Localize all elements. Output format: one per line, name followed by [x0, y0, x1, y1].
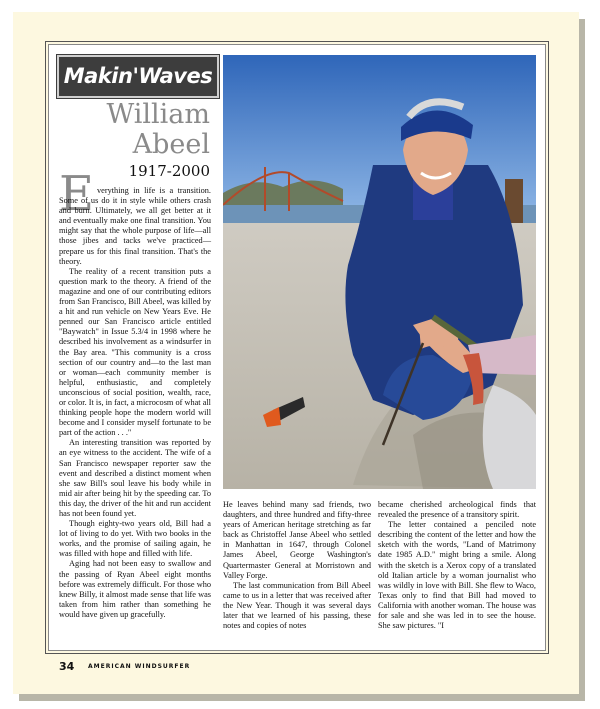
photo-illustration — [223, 55, 536, 489]
paragraph: The letter contained a penciled note describing the content of the letter and how the sketch with the words, "Land of Matrimony date 1985 A.D." might bring a smile. Along with the sketch is a Xerox copy of a translated old Italian article by a woman journalist who was wildly in love with Bill. She flew to Waco, Texas only to find that Bill had moved to California with another woman. The house was for sale and she was led in to see the house. She saw pictures. "I — [378, 520, 536, 631]
paragraph: The reality of a recent transition puts a question mark to the theory. A friend of the magazine and one of our contributing editors from San Francisco, Bill Abeel, was killed by a hit and run vehicle on New Years Eve. He penned our San Francisco article entitled "Baywatch" in Issue 5.3/4 in 1998 where he described his involvement as a windsurfer in the Bay area. "This community is a cross section of our country and—to the last man or woman—each community member is helpful, enthusiastic, and completely unconscious of social position, wealth, race, or color. It is, in fact, a microcosm of what all thinking people hope the modern world will become and I consider myself fortunate to be part of the action . . ." — [59, 266, 211, 438]
paragraph: became cherished archeological finds that revealed the presence of a transitory spirit. — [378, 500, 536, 520]
photo-bill-abeel — [223, 55, 536, 489]
paragraph: The last communication from Bill Abeel came to us in a letter that was received after the New Year. Though it was several days later that we learned of his passing, these notes and copies of notes — [223, 580, 371, 631]
makin-waves-logo — [57, 55, 219, 98]
article-column-2 — [223, 500, 371, 631]
headline-last-name: Abeel — [132, 129, 210, 160]
headline-first-name: William — [106, 99, 210, 130]
paragraph: He leaves behind many sad friends, two daughters, and three hundred and fifty-three years of American heritage stretching as far back as Christoffel Janse Abeel who settled in Manhattan in 1647, through Colonel James Abeel, George Washington's Quartermaster General at Morristown and Valley Forge. — [223, 500, 371, 580]
drop-cap: E — [59, 166, 95, 222]
article-column-3 — [378, 500, 536, 631]
paragraph: verything in life is a transition. Some of us do it in style while others crash and burn. Ultimately, we all get better at it and eventually make one final transition. You might say that the whole purpose of life—all those jibes and tacks we've practiced—prepare us for this final transition. That's the theory. — [59, 186, 211, 266]
magazine-name: AMERICAN WINDSURFER — [88, 663, 191, 670]
headline-years: 1917-2000 — [128, 162, 210, 180]
paragraph: Aging had not been easy to swallow and the passing of Ryan Abeel eight months before was extremely difficult. For those who knew Billy, it almost made sense that life was taken from him rather than something he would have given up gracefully. — [59, 559, 211, 619]
paragraph: Though eighty-two years old, Bill had a lot of living to do yet. With two books in the works, and the promise of sailing again, he was filled with hope and filled with life. — [59, 519, 211, 559]
logo-text: Makin'Waves — [63, 64, 213, 88]
page-number: 34 — [59, 660, 75, 673]
article-column-1 — [59, 186, 211, 620]
paragraph: An interesting transition was reported by an eye witness to the accident. The wife of a San Francisco newspaper reporter saw the event and described a distinct moment when she saw Bill's soul leave his body while in mid air after being hit by the speeding car. To this day, the driver of the hit and run accident has not been found yet. — [59, 438, 211, 518]
